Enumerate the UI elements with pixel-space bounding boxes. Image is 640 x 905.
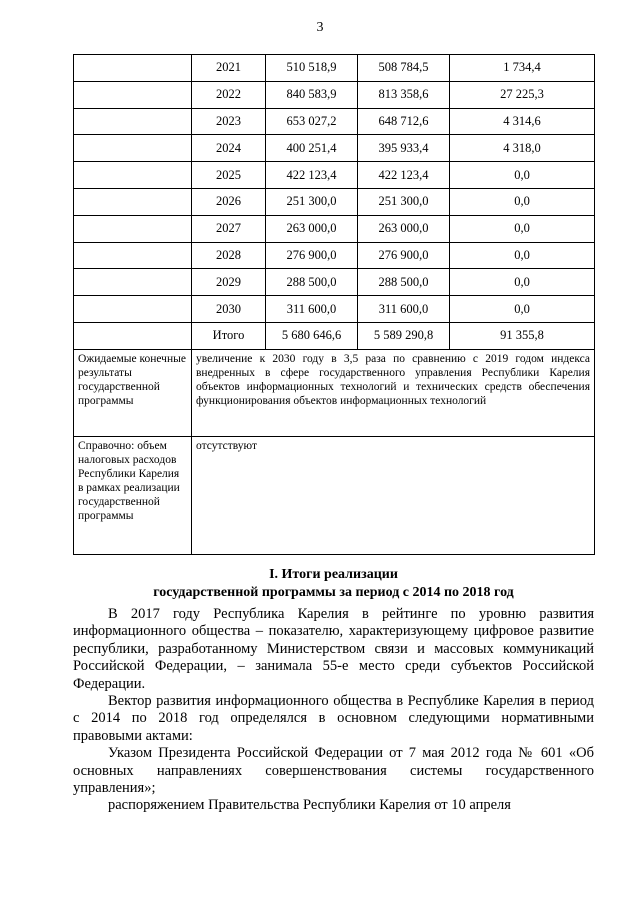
col3-cell: 0,0: [450, 215, 595, 242]
empty-cell: [74, 269, 192, 296]
expected-results-text: увеличение к 2030 году в 3,5 раза по сравнению с 2019 годом индекса внедренных в сфере государственного управления Республики Карелия объектов информационных технологий и технических средств обеспечения функционирования объектов информационных технологий: [192, 349, 595, 436]
total-cell: 400 251,4: [266, 135, 358, 162]
total-cell: 251 300,0: [266, 188, 358, 215]
expected-results-label: Ожидаемые конечные результаты государственной программы: [74, 349, 192, 436]
total-cell: 288 500,0: [266, 269, 358, 296]
col3-cell: 0,0: [450, 269, 595, 296]
year-cell: 2026: [192, 188, 266, 215]
reference-row: [74, 436, 595, 554]
paragraph: В 2017 году Республика Карелия в рейтинге по уровню развития информационного общества – показателю, характеризующему цифровое развитие республики, разработанному Министерством связи и массовых коммуникаций Российской Федерации, – занимала 55-е место среди субъектов Российской Федерации.: [73, 606, 594, 692]
paragraph: распоряжением Правительства Республики Карелия от 10 апреля: [108, 797, 511, 814]
year-cell: 2028: [192, 242, 266, 269]
empty-cell: [74, 81, 192, 108]
col3-cell: 1 734,4: [450, 55, 595, 82]
page-number: 3: [316, 20, 324, 35]
total-cell: 276 900,0: [266, 242, 358, 269]
empty-cell: [74, 55, 192, 82]
table-row: [74, 215, 595, 242]
col2-cell: 422 123,4: [358, 162, 450, 189]
col2-cell: 508 784,5: [358, 55, 450, 82]
itogo-label: Итого: [192, 322, 266, 349]
empty-cell: [74, 322, 192, 349]
table-row: [74, 108, 595, 135]
col3-cell: 27 225,3: [450, 81, 595, 108]
table-row: [74, 162, 595, 189]
col3-cell: 0,0: [450, 188, 595, 215]
total-cell: 422 123,4: [266, 162, 358, 189]
table-row: [74, 55, 595, 82]
col3-cell: 4 314,6: [450, 108, 595, 135]
total-cell: 653 027,2: [266, 108, 358, 135]
col2-cell: 276 900,0: [358, 242, 450, 269]
itogo-row: [74, 322, 595, 349]
year-cell: 2024: [192, 135, 266, 162]
section-title-line2: государственной программы за период с 2014 по 2018 год: [153, 585, 514, 600]
total-cell: 510 518,9: [266, 55, 358, 82]
total-cell: 840 583,9: [266, 81, 358, 108]
body-text: [73, 606, 594, 815]
itogo-total: 5 680 646,6: [266, 322, 358, 349]
table-row: [74, 296, 595, 323]
empty-cell: [74, 108, 192, 135]
year-cell: 2027: [192, 215, 266, 242]
empty-cell: [74, 162, 192, 189]
col3-cell: 0,0: [450, 242, 595, 269]
financing-table-body: [74, 55, 595, 555]
section-title-line1: I. Итоги реализации: [269, 567, 398, 582]
empty-cell: [74, 215, 192, 242]
empty-cell: [74, 188, 192, 215]
reference-text: отсутствуют: [192, 436, 595, 554]
table-row: [74, 188, 595, 215]
year-cell: 2021: [192, 55, 266, 82]
paragraph: Вектор развития информационного общества в Республике Карелия в период с 2014 по 2018 год определялся в основном следующими нормативными правовыми актами:: [73, 693, 594, 744]
col2-cell: 288 500,0: [358, 269, 450, 296]
year-cell: 2022: [192, 81, 266, 108]
col2-cell: 395 933,4: [358, 135, 450, 162]
empty-cell: [74, 135, 192, 162]
total-cell: 263 000,0: [266, 215, 358, 242]
total-cell: 311 600,0: [266, 296, 358, 323]
col2-cell: 813 358,6: [358, 81, 450, 108]
itogo-col3: 91 355,8: [450, 322, 595, 349]
section-title: [73, 566, 594, 602]
col3-cell: 0,0: [450, 296, 595, 323]
col3-cell: 0,0: [450, 162, 595, 189]
year-cell: 2030: [192, 296, 266, 323]
table-row: [74, 81, 595, 108]
financing-table: [73, 54, 595, 555]
year-cell: 2023: [192, 108, 266, 135]
col2-cell: 311 600,0: [358, 296, 450, 323]
table-row: [74, 135, 595, 162]
expected-results-row: [74, 349, 595, 436]
table-row: [74, 269, 595, 296]
col2-cell: 648 712,6: [358, 108, 450, 135]
paragraph: Указом Президента Российской Федерации от 7 мая 2012 года № 601 «Об основных направлениях совершенствования системы государственного управления»;: [73, 745, 594, 797]
empty-cell: [74, 296, 192, 323]
col2-cell: 251 300,0: [358, 188, 450, 215]
year-cell: 2029: [192, 269, 266, 296]
reference-label: Справочно: объем налоговых расходов Республики Карелия в рамках реализации государственной программы: [74, 436, 192, 554]
year-cell: 2025: [192, 162, 266, 189]
table-row: [74, 242, 595, 269]
col3-cell: 4 318,0: [450, 135, 595, 162]
col2-cell: 263 000,0: [358, 215, 450, 242]
empty-cell: [74, 242, 192, 269]
itogo-col2: 5 589 290,8: [358, 322, 450, 349]
